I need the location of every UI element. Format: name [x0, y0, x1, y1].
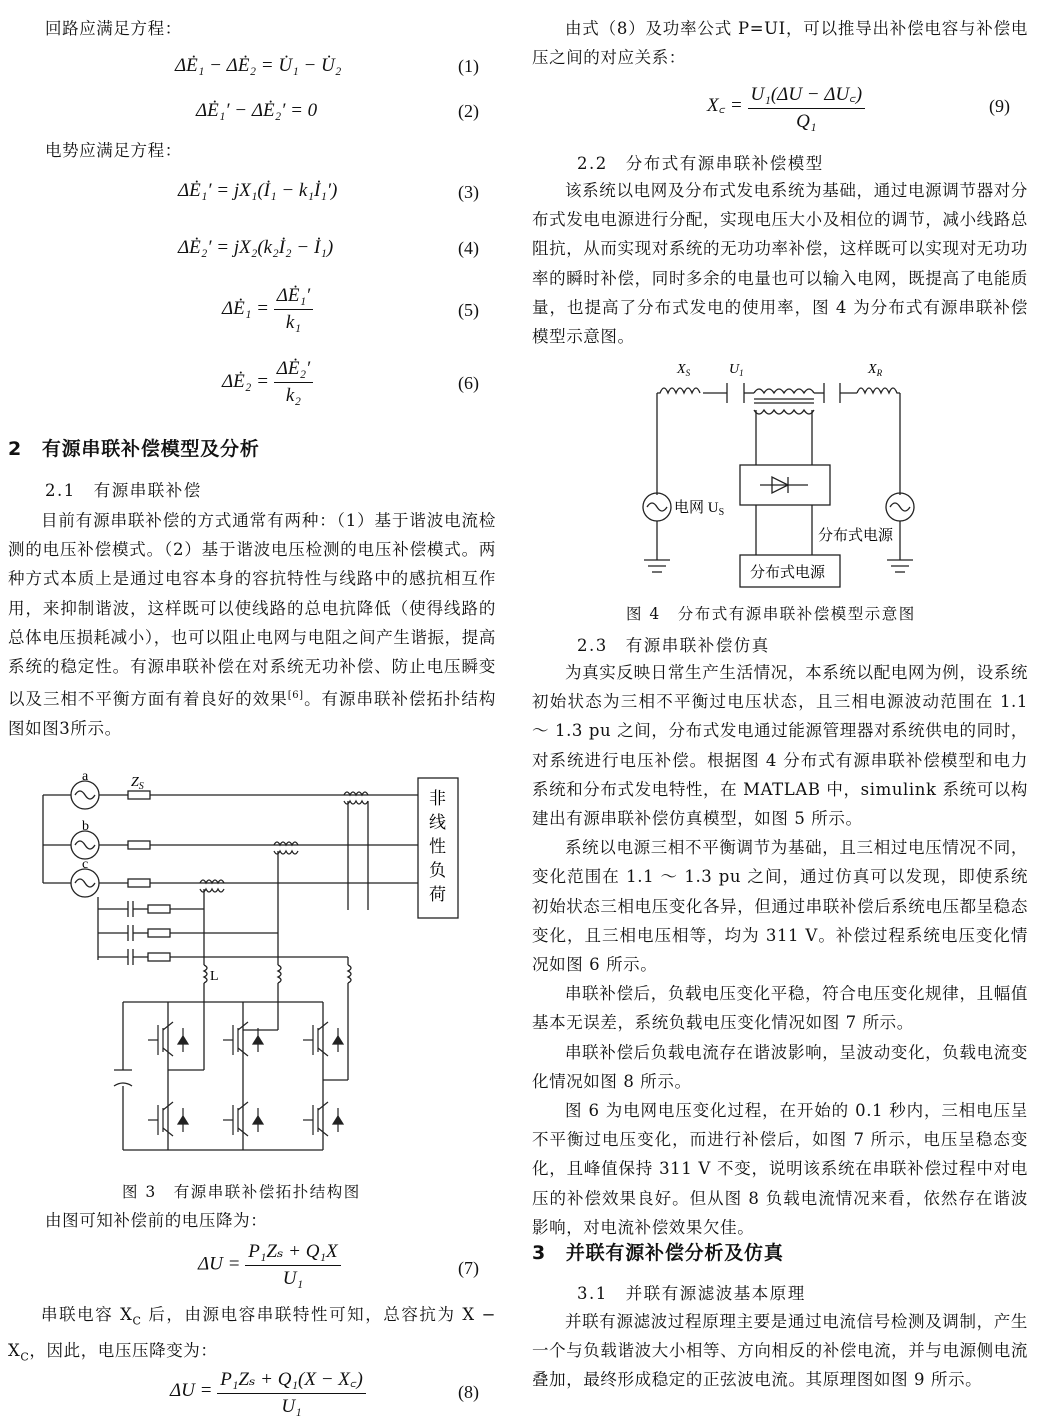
equation-9-lhs: X꜀ =	[707, 94, 743, 116]
emf-equation-intro: 电势应满足方程：	[45, 141, 182, 160]
equation-number-1: (1)	[458, 56, 479, 76]
equation-9	[707, 80, 865, 133]
citation-6: [6]	[287, 690, 304, 702]
series-capacitor-paragraph: 串联电容 $X_C$ 后，由源电容串联特性可知，总容抗为 $X - X_C$，因此，电压压降变为：	[8, 1305, 496, 1363]
equation-number-8: (8)	[458, 1382, 479, 1402]
equation-number-6: (6)	[458, 373, 479, 393]
equation-7-lhs: ΔU =	[198, 1253, 241, 1275]
u1-label: $U_1$	[729, 362, 744, 378]
zs-label: $Z_S$	[131, 775, 144, 792]
equation-8	[170, 1365, 366, 1418]
equation-number-3: (3)	[458, 182, 479, 202]
paragraph-2-3-e: 图 6 为电网电压变化过程，在开始的 0.1 秒内，三相电压呈不平衡过电压变化，而进行补偿后，如图 7 所示，电压呈稳态变化，且峰值保持 311 V 不变，说明该系统在串联补偿过程中对电压的补偿效果良好。但从图 8 负载电流情况来看，依然存在谐波影响，对电流补偿效果欠佳。	[532, 1101, 1028, 1237]
loop-equation-intro: 回路应满足方程：	[45, 19, 182, 38]
figure-4-caption: 图 4 分布式有源串联补偿模型示意图	[626, 605, 916, 623]
equation-9-denominator: Q₁	[796, 111, 817, 132]
equation-number-2: (2)	[458, 101, 479, 121]
xr-label: $X_R$	[868, 362, 883, 378]
equation-number-5: (5)	[458, 300, 479, 320]
equation-5-fraction	[274, 285, 314, 334]
paragraph-2-3-c: 串联补偿后，负载电压变化平稳，符合电压变化规律，且幅值基本无误差，系统负载电压变化情况如图 7 所示。	[532, 984, 1028, 1033]
section-3-heading: 3 并联有源补偿分析及仿真	[532, 1242, 784, 1264]
equation-6-fraction	[274, 358, 314, 407]
svg-text:线: 线	[429, 813, 446, 832]
paragraph-2-1	[8, 506, 496, 743]
equation-8-denominator: U₁	[281, 1396, 302, 1417]
subsection-2-1-heading: 2.1 有源串联补偿	[45, 481, 202, 500]
equation-9-numerator: U₁(ΔU − ΔU꜀)	[748, 80, 866, 109]
equation-number-9: (9)	[989, 96, 1010, 116]
paragraph-3-1: 并联有源滤波过程原理主要是通过电流信号检测及调制，产生一个与负载谐波大小相等、方向相反的补偿电流，并与电源侧电流叠加，最终形成稳定的正弦波电流。其原理图如图 9 所示。	[532, 1312, 1028, 1390]
equation-5	[222, 285, 313, 334]
pre-equation-7-text: 由图可知补偿前的电压降为：	[45, 1211, 268, 1230]
equation-5-numerator: ΔĖ₁′	[274, 285, 314, 310]
equation-6-denominator: k₂	[285, 385, 301, 406]
paragraph-2-3-b: 系统以电源三相不平衡调节为基础，且三相过电压情况不同，变化范围在 1.1 ～ 1.3 pu 之间，通过仿真可以发现，即使系统初始状态三相电压变化各异，但通过串联补偿后系统电压都呈稳态变化，且三相电压相等，均为 311 V。补偿过程系统电压变化情况如图 6 所示。	[532, 838, 1028, 975]
paragraph-2-3-d: 串联补偿后负载电流存在谐波影响，呈波动变化，负载电流变化情况如图 8 所示。	[532, 1042, 1028, 1091]
distributed-source-label: 分布式电源	[818, 528, 894, 544]
figure-3-topology-diagram	[38, 770, 478, 1170]
paragraph-2-2: 该系统以电网及分布式发电系统为基础，通过电源调节器对分布式发电电源进行分配，实现电压大小及相位的调节，减小线路总阻抗，从而实现对系统的无功功率补偿，这样既可以实现对无功功率的瞬时补偿，同时多余的电量也可以输入电网，既提高了电能质量，也提高了分布式发电的使用率，图 4 为分布式有源串联补偿模型示意图。	[532, 181, 1028, 347]
section-2-heading: 2 有源串联补偿模型及分析	[8, 438, 260, 460]
equation-9-fraction	[748, 80, 866, 133]
paragraph-2-1-body: 目前有源串联补偿的方式通常有两种：（1）基于谐波电流检测的电压补偿模式。（2）基于谐波电压检测的电压补偿模式。两种方式本质上是通过电容本身的容抗特性与线路中的感抗相互作用，来抑制谐波，这样既可以使线路的总电抗降低（使得线路的总体电压损耗减小），也可以阻止电网与电阻之间产生谐振，提高系统的稳定性。有源串联补偿在对系统无功补偿、防止电压瞬变以及三相不平衡方面有着良好的效果	[8, 511, 496, 709]
equation-8-lhs: ΔU =	[170, 1379, 213, 1401]
equation-8-numerator: P₁Zₛ + Q₁(X − X꜀)	[217, 1365, 366, 1394]
equation-6	[222, 358, 313, 407]
subsection-3-1-heading: 3.1 并联有源滤波基本原理	[577, 1284, 806, 1303]
inductor-label: L	[210, 969, 219, 984]
equation-7-fraction	[245, 1240, 340, 1290]
subsection-2-2-heading: 2.2 分布式有源串联补偿模型	[577, 154, 824, 173]
equation-1: ΔĖ₁ − ΔĖ₂ = U̇₁ − U̇₂	[175, 55, 342, 76]
equation-7-numerator: P₁Zₛ + Q₁X	[245, 1240, 340, 1266]
equation-6-numerator: ΔĖ₂′	[274, 358, 314, 383]
equation-4: ΔĖ₂′ = jX₂(k₂İ₂ − İ₁)	[178, 237, 334, 258]
phase-b-label: b	[82, 819, 89, 834]
equation-5-denominator: k₁	[285, 312, 301, 333]
paragraph-2-1-tail: 。有源串联补偿拓扑结构图如图3所示。	[8, 689, 496, 738]
svg-text:荷: 荷	[429, 885, 446, 904]
igbt-switches	[148, 1022, 343, 1136]
phase-c-label: c	[82, 857, 89, 872]
power-formula-paragraph: 由式（8）及功率公式 P=UI，可以推导出补偿电容与补偿电压之间的对应关系：	[532, 19, 1028, 68]
equation-number-7: (7)	[458, 1258, 479, 1278]
subsection-2-3-heading: 2.3 有源串联补偿仿真	[577, 636, 770, 655]
svg-text:非: 非	[429, 789, 446, 808]
paragraph-2-3-a: 为真实反映日常生产生活情况，本系统以配电网为例，设系统初始状态为三相不平衡过电压状态，且三相电源波动范围在 1.1 ～ 1.3 pu 之间，分布式发电通过能源管理器对系统供电的同时，对系统进行电压补偿。根据图 4 分布式有源串联补偿模型和电力系统和分布式发电特性，在 MATLAB 中，simulink 系统可以构建出有源串联补偿仿真模型，如图 5 所示。	[532, 663, 1028, 829]
equation-2: ΔĖ₁′ − ΔĖ₂′ = 0	[196, 100, 318, 121]
svg-text:性: 性	[429, 837, 446, 856]
equation-5-lhs: ΔĖ₁ =	[222, 297, 269, 319]
paragraph-2-3	[532, 658, 1028, 1242]
equation-6-lhs: ΔĖ₂ =	[222, 370, 269, 392]
figure-3-caption: 图 3 有源串联补偿拓扑结构图	[122, 1183, 361, 1201]
equation-7-denominator: U₁	[282, 1268, 304, 1289]
equation-number-4: (4)	[458, 238, 479, 258]
paragraph-2-1-text	[8, 506, 496, 743]
grid-label: 电网 $U_S$	[674, 500, 725, 518]
figure-4-distributed-compensation-diagram	[632, 355, 932, 590]
equation-7	[198, 1240, 341, 1290]
equation-8-fraction	[217, 1365, 366, 1418]
distributed-source-box-label: 分布式电源	[750, 565, 826, 581]
equation-3: ΔĖ₁′ = jX₁(İ₁ − k₁İ₁′)	[178, 180, 338, 201]
xs-label: $X_S$	[677, 362, 691, 378]
load-label	[429, 789, 446, 904]
svg-text:负: 负	[429, 861, 446, 880]
phase-a-label: a	[82, 770, 89, 784]
